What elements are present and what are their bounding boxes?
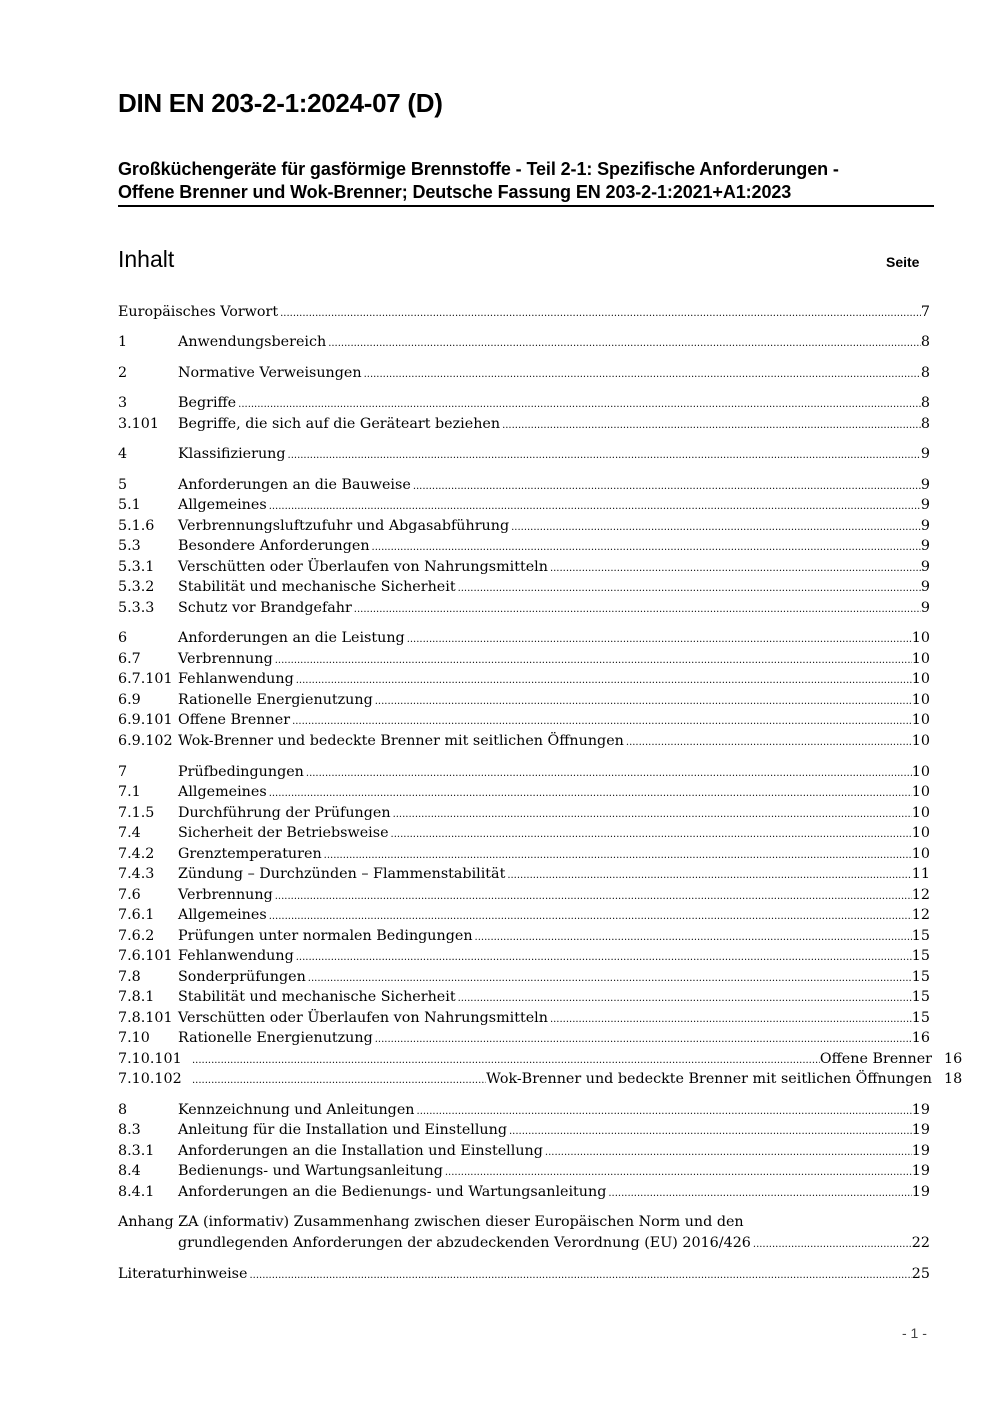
toc-entry-title: Rationelle Energienutzung (178, 1030, 373, 1046)
toc-entry-title: Zündung – Durchzünden – Flammenstabilität (178, 866, 506, 882)
page-number: - 1 - (902, 1325, 927, 1341)
toc-leader-dots (322, 844, 912, 866)
toc-entry-number: 5.3.2 (118, 579, 155, 595)
toc-entry-page: 9 (920, 579, 930, 595)
toc-leader-dots (273, 649, 912, 671)
toc-entry-page: 8 (920, 365, 930, 381)
toc-leader-dots (548, 557, 921, 579)
toc-leader-dots (290, 710, 912, 732)
toc-entry[interactable] (118, 782, 930, 803)
toc-leader-dots (405, 628, 912, 650)
toc-leader-dots (370, 536, 921, 558)
toc-leader-dots (624, 731, 912, 753)
toc-entry-page: 9 (920, 477, 930, 493)
toc-entry[interactable] (118, 885, 930, 906)
toc-entry[interactable] (118, 414, 930, 435)
toc-leader-dots (500, 414, 921, 436)
toc-bibliography-page: 25 (911, 1266, 930, 1282)
toc-entry-number: 7.8.101 (118, 1010, 173, 1026)
toc-entry[interactable] (118, 1069, 964, 1090)
toc-entry-title: Allgemeines (178, 907, 267, 923)
toc-entry-title: Prüfbedingungen (178, 764, 304, 780)
toc-entry-page: 15 (911, 989, 930, 1005)
toc-entry[interactable] (118, 363, 930, 384)
toc-entry-number: 7.4 (118, 825, 141, 841)
toc-annex-line-1[interactable]: Anhang ZA (informativ) Zusammenhang zwischen dieser Europäischen Norm und den (118, 1214, 744, 1230)
toc-entry-number: 7.10.102 (118, 1071, 182, 1087)
toc-entry-title: Sicherheit der Betriebsweise (178, 825, 389, 841)
toc-entry-number: 5.1.6 (118, 518, 155, 534)
toc-entry-title: Wok-Brenner und bedeckte Brenner mit seitlichen Öffnungen (486, 1071, 932, 1087)
toc-leader-dots (411, 475, 921, 497)
toc-entry-number: 8.4.1 (118, 1184, 155, 1200)
toc-entry-page: 9 (920, 518, 930, 534)
toc-entry-number: 5 (118, 477, 128, 493)
toc-entry-title: Stabilität und mechanische Sicherheit (178, 579, 456, 595)
toc-entry-title: Fehlanwendung (178, 671, 294, 687)
toc-entry-title: Europäisches Vorwort (118, 304, 279, 320)
toc-entry-number: 6 (118, 630, 128, 646)
document-id: DIN EN 203-2-1:2024-07 (D) (118, 88, 443, 118)
toc-entry[interactable] (118, 1100, 930, 1121)
toc-entry-number: 8.3.1 (118, 1143, 155, 1159)
toc-entry[interactable] (118, 444, 930, 465)
toc-leader-dots (294, 669, 912, 691)
toc-entry[interactable] (118, 864, 930, 885)
toc-leader-dots (456, 987, 912, 1009)
toc-entry-number: 7.4.2 (118, 846, 155, 862)
toc-entry[interactable] (118, 649, 930, 670)
toc-leader-dots (507, 1120, 912, 1142)
toc-entry-number: 7.6.101 (118, 948, 173, 964)
toc-entry-number: 7.1 (118, 784, 141, 800)
toc-leader-dots (294, 946, 912, 968)
toc-entry-title: Rationelle Energienutzung (178, 692, 373, 708)
toc-entry-number: 8.4 (118, 1163, 141, 1179)
toc-entry-page: 10 (911, 671, 930, 687)
toc-entry-page: 9 (920, 497, 930, 513)
toc-entry-page: 10 (911, 784, 930, 800)
toc-entry-number: 7.10.101 (118, 1051, 182, 1067)
toc-leader-dots (267, 782, 912, 804)
toc-entry-number: 5.3 (118, 538, 141, 554)
toc-entry-number: 3.101 (118, 416, 159, 432)
toc-entry-title: Besondere Anforderungen (178, 538, 370, 554)
toc-entry-title: Verschütten oder Überlaufen von Nahrungsmitteln (178, 1010, 548, 1026)
toc-entry[interactable] (118, 946, 930, 967)
toc-entry-number: 8.3 (118, 1122, 141, 1138)
toc-leader-dots (415, 1100, 912, 1122)
toc-leader-dots (306, 967, 912, 989)
toc-entry-number: 7.6 (118, 887, 141, 903)
toc-entry-page: 9 (920, 600, 930, 616)
toc-entry-page: 9 (920, 446, 930, 462)
toc-entry-page: 12 (911, 887, 930, 903)
toc-entry[interactable] (118, 731, 930, 752)
toc-entry-number: 5.3.3 (118, 600, 155, 616)
toc-entry-title: Begriffe (178, 395, 237, 411)
toc-leader-dots (543, 1141, 912, 1163)
toc-entry-page: 15 (911, 969, 930, 985)
toc-leader-dots (391, 803, 912, 825)
toc-entry[interactable] (118, 393, 930, 414)
toc-entry-page: 19 (911, 1184, 930, 1200)
toc-entry-title: Allgemeines (178, 784, 267, 800)
toc-entry-number: 7.8.1 (118, 989, 155, 1005)
toc-entry-page: 12 (911, 907, 930, 923)
toc-entry-title: Verbrennungsluftzufuhr und Abgasabführung (178, 518, 510, 534)
toc-entry[interactable] (118, 628, 930, 649)
toc-leader-dots (456, 577, 921, 599)
toc-entry-title: Anforderungen an die Installation und Einstellung (178, 1143, 543, 1159)
toc-entry-title: Verbrennung (178, 651, 273, 667)
toc-entry-page: 10 (911, 712, 930, 728)
toc-entry-number: 6.7.101 (118, 671, 173, 687)
toc-entry-page: 8 (920, 395, 930, 411)
toc-entry-number: 6.9 (118, 692, 141, 708)
toc-entry-page: 15 (911, 948, 930, 964)
toc-entry-title: Verschütten oder Überlaufen von Nahrungsmitteln (178, 559, 548, 575)
toc-entry-page: 10 (911, 764, 930, 780)
toc-entry-page: 10 (911, 630, 930, 646)
toc-entry-page: 15 (911, 1010, 930, 1026)
toc-bibliography[interactable] (118, 1264, 930, 1285)
toc-entry-number: 2 (118, 365, 128, 381)
toc-leader-dots (326, 332, 921, 354)
toc-entry-page: 19 (911, 1102, 930, 1118)
toc-annex-title: grundlegenden Anforderungen der abzudeckenden Verordnung (EU) 2016/426 (178, 1235, 751, 1251)
title-divider (118, 205, 934, 207)
toc-entry-page: 19 (911, 1163, 930, 1179)
toc-entry-title: Prüfungen unter normalen Bedingungen (178, 928, 473, 944)
toc-leader-dots (606, 1182, 911, 1204)
toc-entry[interactable] (118, 557, 930, 578)
toc-entry[interactable] (118, 987, 930, 1008)
toc-entry[interactable] (118, 844, 930, 865)
toc-entry-title: Offene Brenner (178, 712, 291, 728)
toc-entry-number: 6.9.101 (118, 712, 173, 728)
toc-entry-page: 10 (911, 805, 930, 821)
toc-entry-number: 7.1.5 (118, 805, 155, 821)
toc-leader-dots (267, 495, 921, 517)
toc-entry-page: 18 (944, 1071, 963, 1087)
toc-bibliography-title: Literaturhinweise (118, 1266, 248, 1282)
toc-entry-title: Offene Brenner (819, 1051, 932, 1067)
subtitle-line-1: Großküchengeräte für gasförmige Brennstoffe - Teil 2-1: Spezifische Anforderungen - (118, 159, 839, 179)
toc-entry-title: Anwendungsbereich (178, 334, 327, 350)
toc-entry-number: 4 (118, 446, 128, 462)
toc-leader-dots (267, 905, 912, 927)
toc-entry-number: 5.3.1 (118, 559, 155, 575)
toc-entry-number: 6.7 (118, 651, 141, 667)
toc-entry-page: 10 (911, 651, 930, 667)
toc-entry-title: Anforderungen an die Bauweise (178, 477, 411, 493)
toc-entry[interactable] (118, 1120, 930, 1141)
toc-entry-page: 8 (920, 416, 930, 432)
toc-entry-title: Kennzeichnung und Anleitungen (178, 1102, 415, 1118)
toc-entry[interactable] (118, 1049, 964, 1070)
toc-entry-page: 10 (911, 825, 930, 841)
toc-entry[interactable] (118, 669, 930, 690)
toc-entry-number: 7.8 (118, 969, 141, 985)
toc-leader-dots (286, 444, 921, 466)
toc-leader-dots (389, 823, 912, 845)
toc-entry-page: 19 (911, 1122, 930, 1138)
toc-leader-dots (190, 1049, 820, 1071)
toc-leader-dots (373, 1028, 912, 1050)
toc-leader-dots (509, 516, 921, 538)
toc-entry[interactable] (118, 762, 930, 783)
toc-entry-page: 16 (944, 1051, 963, 1067)
toc-entry-page: 10 (911, 692, 930, 708)
toc-entry-page: 15 (911, 928, 930, 944)
toc-entry[interactable] (118, 332, 930, 353)
toc-entry[interactable] (118, 302, 930, 323)
toc-entry[interactable] (118, 1182, 930, 1203)
toc-entry-title: Grenztemperaturen (178, 846, 322, 862)
page-column-label: Seite (886, 254, 920, 270)
toc-leader-dots (548, 1008, 912, 1030)
toc-entry-title: Schutz vor Brandgefahr (178, 600, 352, 616)
toc-entry[interactable] (118, 495, 930, 516)
toc-leader-dots (304, 762, 912, 784)
toc-entry[interactable] (118, 710, 930, 731)
toc-entry-title: Anforderungen an die Leistung (178, 630, 405, 646)
toc-entry-page: 9 (920, 538, 930, 554)
toc-entry-page: 19 (911, 1143, 930, 1159)
toc-leader-dots (505, 864, 911, 886)
toc-leader-dots (190, 1069, 486, 1091)
toc-leader-dots (352, 598, 921, 620)
subtitle-line-2: Offene Brenner und Wok-Brenner; Deutsche Fassung EN 203-2-1:2021+A1:2023 (118, 182, 792, 202)
toc-entry-number: 5.1 (118, 497, 141, 513)
toc-entry-title: Anforderungen an die Bedienungs- und Wartungsanleitung (178, 1184, 607, 1200)
toc-entry-title: Wok-Brenner und bedeckte Brenner mit seitlichen Öffnungen (178, 733, 624, 749)
toc-leader-dots (278, 302, 921, 324)
toc-entry[interactable] (118, 598, 930, 619)
toc-entry-title: Allgemeines (178, 497, 267, 513)
toc-entry-title: Verbrennung (178, 887, 273, 903)
toc-entry-title: Durchführung der Prüfungen (178, 805, 391, 821)
toc-entry-number: 7.10 (118, 1030, 150, 1046)
toc-entry[interactable] (118, 1141, 930, 1162)
toc-entry[interactable] (118, 475, 930, 496)
toc-entry[interactable] (118, 905, 930, 926)
toc-entry-page: 16 (911, 1030, 930, 1046)
toc-entry-title: Klassifizierung (178, 446, 286, 462)
toc-entry-title: Begriffe, die sich auf die Geräteart beziehen (178, 416, 501, 432)
toc-entry-number: 1 (118, 334, 128, 350)
toc-entry-number: 7 (118, 764, 128, 780)
toc-entry[interactable] (118, 577, 930, 598)
toc-entry-title: Fehlanwendung (178, 948, 294, 964)
toc-entry-number: 3 (118, 395, 128, 411)
toc-entry[interactable] (118, 823, 930, 844)
document-subtitle (118, 158, 938, 204)
toc-entry-title: Bedienungs- und Wartungsanleitung (178, 1163, 443, 1179)
toc-leader-dots (362, 363, 921, 385)
toc-entry-page: 10 (911, 733, 930, 749)
toc-entry-number: 6.9.102 (118, 733, 173, 749)
toc-entry-page: 7 (920, 304, 930, 320)
toc-heading: Inhalt (118, 246, 175, 272)
toc-entry-title: Sonderprüfungen (178, 969, 306, 985)
toc-entry[interactable] (118, 690, 930, 711)
toc-entry-number: 8 (118, 1102, 128, 1118)
toc-entry-page: 10 (911, 846, 930, 862)
toc-leader-dots (273, 885, 912, 907)
toc-entry-page: 9 (920, 559, 930, 575)
toc-leader-dots (247, 1264, 911, 1286)
toc-entry-title: Anleitung für die Installation und Einstellung (178, 1122, 507, 1138)
toc-entry-number: 7.6.2 (118, 928, 155, 944)
toc-annex-line-2[interactable] (178, 1233, 930, 1255)
toc-leader-dots (236, 393, 921, 415)
toc-leader-dots (443, 1161, 912, 1183)
toc-entry-number: 7.6.1 (118, 907, 155, 923)
toc-entry[interactable] (118, 516, 930, 537)
toc-leader-dots (373, 690, 912, 712)
toc-entry[interactable] (118, 1161, 930, 1182)
toc-entry-title: Normative Verweisungen (178, 365, 362, 381)
toc-entry-title: Stabilität und mechanische Sicherheit (178, 989, 456, 1005)
toc-annex-page: 22 (911, 1235, 930, 1251)
toc-leader-dots (751, 1233, 912, 1255)
toc-entry[interactable] (118, 926, 930, 947)
toc-leader-dots (473, 926, 912, 948)
toc-entry[interactable] (118, 967, 930, 988)
toc-entry[interactable] (118, 536, 930, 557)
toc-entry-page: 8 (920, 334, 930, 350)
toc-entry-number: 7.4.3 (118, 866, 155, 882)
toc-entry[interactable] (118, 1008, 930, 1029)
toc-entry[interactable] (118, 803, 930, 824)
toc-entry[interactable] (118, 1028, 930, 1049)
toc-entry-page: 11 (911, 866, 930, 882)
